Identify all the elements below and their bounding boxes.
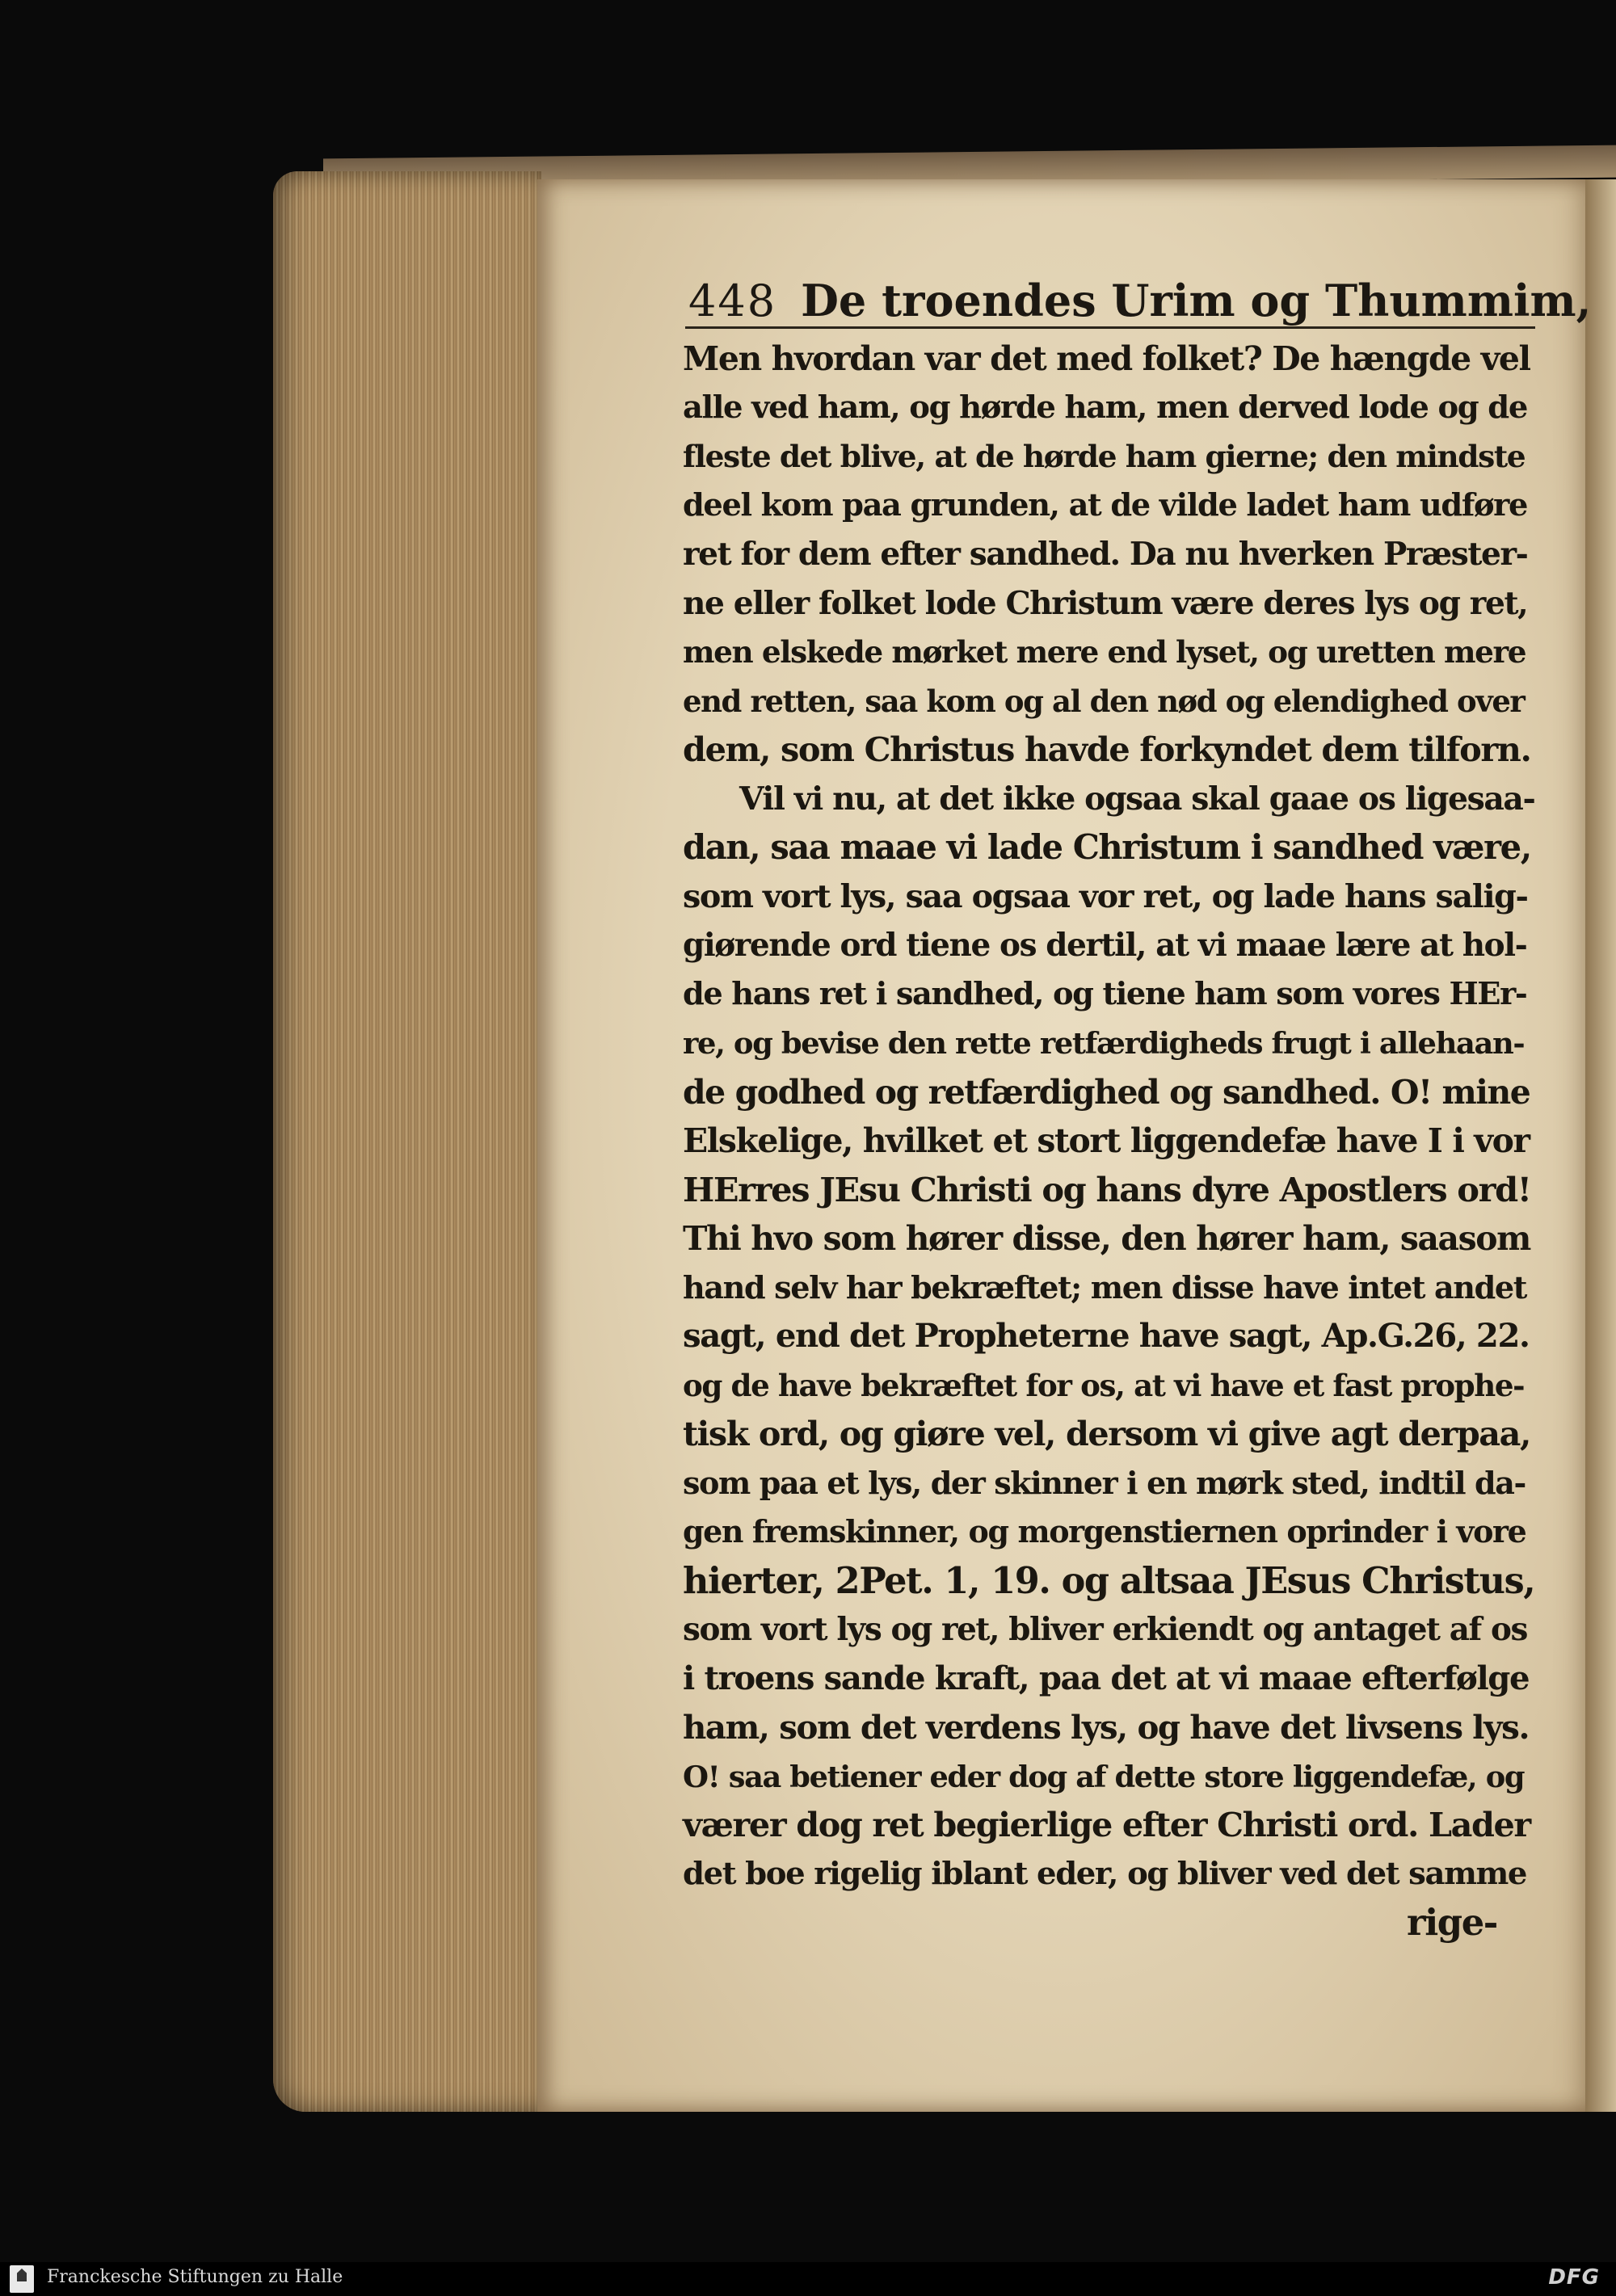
text-line: dan, saa maae vi lade Christum i sandhed være, xyxy=(683,827,1531,867)
funder-logo: DFG xyxy=(1548,2265,1600,2290)
text-line: de godhed og retfærdighed og sandhed. O! mine xyxy=(683,1072,1530,1112)
text-line: O! saa betiener eder dog af dette store liggendefæ, og xyxy=(683,1758,1525,1794)
text-line: hand selv har bekræftet; men disse have intet andet xyxy=(683,1268,1526,1306)
text-line: gen fremskinner, og morgenstiernen oprinder i vore xyxy=(683,1513,1526,1550)
body-text xyxy=(683,334,1539,1948)
facing-page-edge xyxy=(1585,179,1616,2112)
text-line: dem, som Christus havde forkyndet dem tilforn. xyxy=(683,730,1531,769)
text-line: i troens sande kraft, paa det at vi maae efterfølge xyxy=(683,1659,1530,1697)
book-page-edges xyxy=(273,171,541,2112)
running-head: De troendes Urim og Thummim, xyxy=(801,275,1592,326)
institution-logo-icon xyxy=(10,2265,34,2293)
text-line: hierter, 2Pet. 1, 19. og altsaa JEsus Christus, xyxy=(683,1558,1535,1602)
page-header xyxy=(688,275,1592,331)
header-rule xyxy=(685,326,1535,329)
text-line: ne eller folket lode Christum være deres lys og ret, xyxy=(683,584,1528,622)
catchword: rige- xyxy=(1407,1901,1497,1944)
text-line: Vil vi nu, at det ikke ogsaa skal gaae os ligesaa- xyxy=(739,780,1535,818)
text-line: de hans ret i sandhed, og tiene ham som vores HEr- xyxy=(683,975,1527,1012)
text-line: fleste det blive, at de hørde ham gierne; den mindste xyxy=(683,439,1526,474)
institution-name: Franckesche Stiftungen zu Halle xyxy=(47,2267,343,2287)
text-line: ret for dem efter sandhed. Da nu hverken Præster- xyxy=(683,536,1528,573)
text-line: sagt, end det Propheterne have sagt, Ap.G.26, 22. xyxy=(683,1317,1530,1355)
text-line: som vort lys og ret, bliver erkiendt og antaget af os xyxy=(683,1611,1527,1648)
text-line: det boe rigelig iblant eder, og bliver ved det samme xyxy=(683,1855,1527,1892)
text-line: deel kom paa grunden, at de vilde ladet ham udføre xyxy=(683,486,1527,524)
text-line: og de have bekræftet for os, at vi have et fast prophe- xyxy=(683,1367,1525,1403)
text-line: giørende ord tiene os dertil, at vi maae lære at hol- xyxy=(683,927,1527,964)
text-line: men elskede mørket mere end lyset, og uretten mere xyxy=(683,634,1526,670)
text-line: Elskelige, hvilket et stort liggendefæ have I i vor xyxy=(683,1121,1530,1160)
text-line: som paa et lys, der skinner i en mørk sted, indtil da- xyxy=(683,1464,1526,1501)
text-line: Men hvordan var det med folket? De hængde vel xyxy=(683,339,1530,378)
text-line: re, og bevise den rette retfærdigheds frugt i allehaan- xyxy=(683,1025,1525,1061)
text-line: end retten, saa kom og al den nød og elendighed over xyxy=(683,683,1525,719)
text-line: alle ved ham, og hørde ham, men derved lode og de xyxy=(683,389,1527,426)
text-line: som vort lys, saa ogsaa vor ret, og lade hans salig- xyxy=(683,877,1528,915)
text-line: Thi hvo som hører disse, den hører ham, saasom xyxy=(683,1219,1530,1258)
text-line: HErres JEsu Christi og hans dyre Apostlers ord! xyxy=(683,1169,1531,1209)
text-line: ham, som det verdens lys, og have det livsens lys. xyxy=(683,1708,1530,1747)
page-number: 448 xyxy=(688,275,777,326)
text-line: tisk ord, og giøre vel, dersom vi give agt derpaa, xyxy=(683,1414,1530,1453)
text-line: værer dog ret begierlige efter Christi ord. Lader xyxy=(683,1805,1530,1844)
